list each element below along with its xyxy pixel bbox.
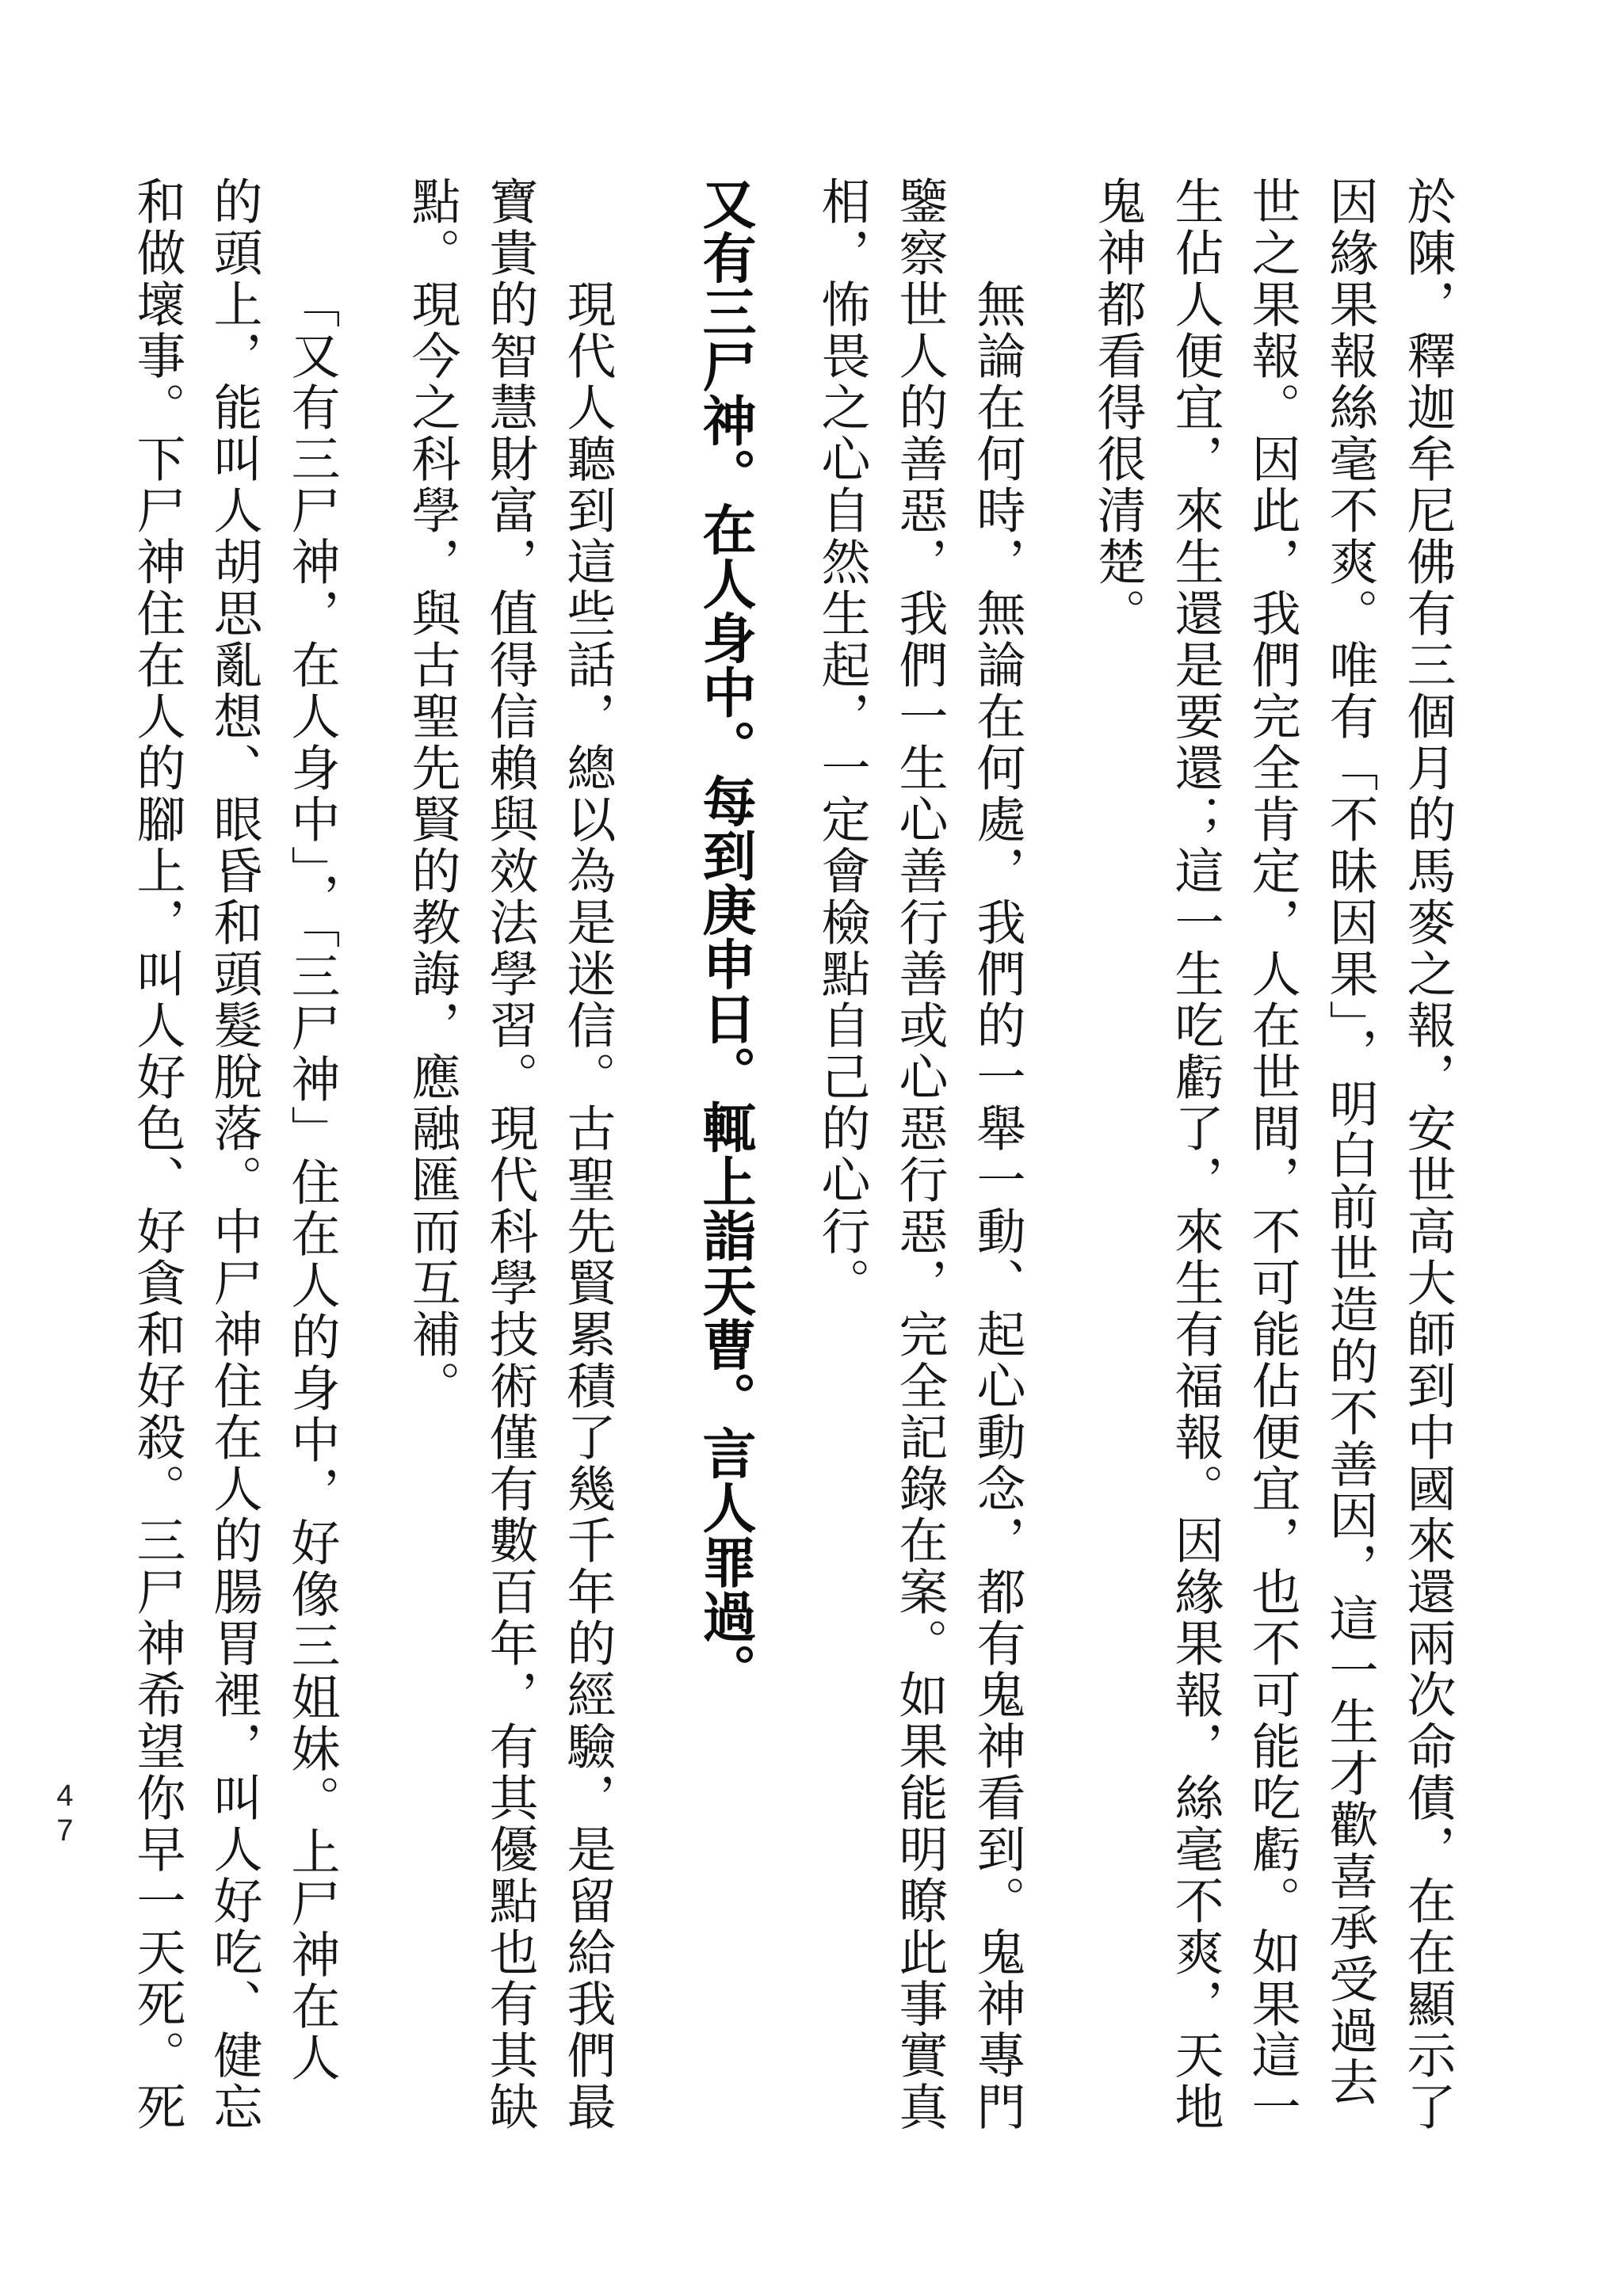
text-column: 因緣果報絲毫不爽。唯有「不昧因果」，明白前世造的不善因，這一生才歡喜承受過去 [1321, 176, 1379, 2108]
page-number: 47 [48, 1779, 82, 1849]
text-column: 無論在何時，無論在何處，我們的一舉一動、起心動念，都有鬼神看到。鬼神專門 [968, 279, 1026, 2133]
text-column: 鑒察世人的善惡，我們一生心善行善或心惡行惡，完全記錄在案。如果能明瞭此事實真 [891, 176, 949, 2133]
text-column: 於陳，釋迦牟尼佛有三個月的馬麥之報，安世高大師到中國來還兩次命債，在在顯示了 [1399, 176, 1457, 2133]
section-heading: 又有三尸神。在人身中。每到庚申日。輒上詣天曹。言人罪過。 [693, 176, 756, 1698]
text-column: 鬼神都看得很清楚。 [1089, 176, 1147, 639]
text-column: 的頭上，能叫人胡思亂想、眼昏和頭髮脫落。中尸神住在人的腸胃裡，叫人好吃、健忘 [205, 176, 263, 2133]
text-column: 世之果報。因此，我們完全肯定，人在世間，不可能佔便宜，也不可能吃虧。如果這一 [1243, 176, 1301, 2133]
text-column: 相，怖畏之心自然生起，一定會檢點自己的心行。 [813, 176, 871, 1309]
text-column: 和做壞事。下尸神住在人的腳上，叫人好色、好貪和好殺。三尸神希望你早一天死。死 [128, 176, 186, 2133]
text-column: 「又有三尸神，在人身中」，「三尸神」住在人的身中，好像三姐妹。上尸神在人 [283, 279, 341, 2084]
text-column: 寶貴的智慧財富，值得信賴與效法學習。現代科學技術僅有數百年，有其優點也有其缺 [481, 176, 539, 2133]
text-column: 生佔人便宜，來生還是要還；這一生吃虧了，來生有福報。因緣果報，絲毫不爽，天地 [1167, 176, 1224, 2133]
text-column: 點。現今之科學，與古聖先賢的教誨，應融匯而互補。 [403, 176, 461, 1412]
text-column: 現代人聽到這些話，總以為是迷信。古聖先賢累積了幾千年的經驗，是留給我們最 [559, 279, 617, 2133]
